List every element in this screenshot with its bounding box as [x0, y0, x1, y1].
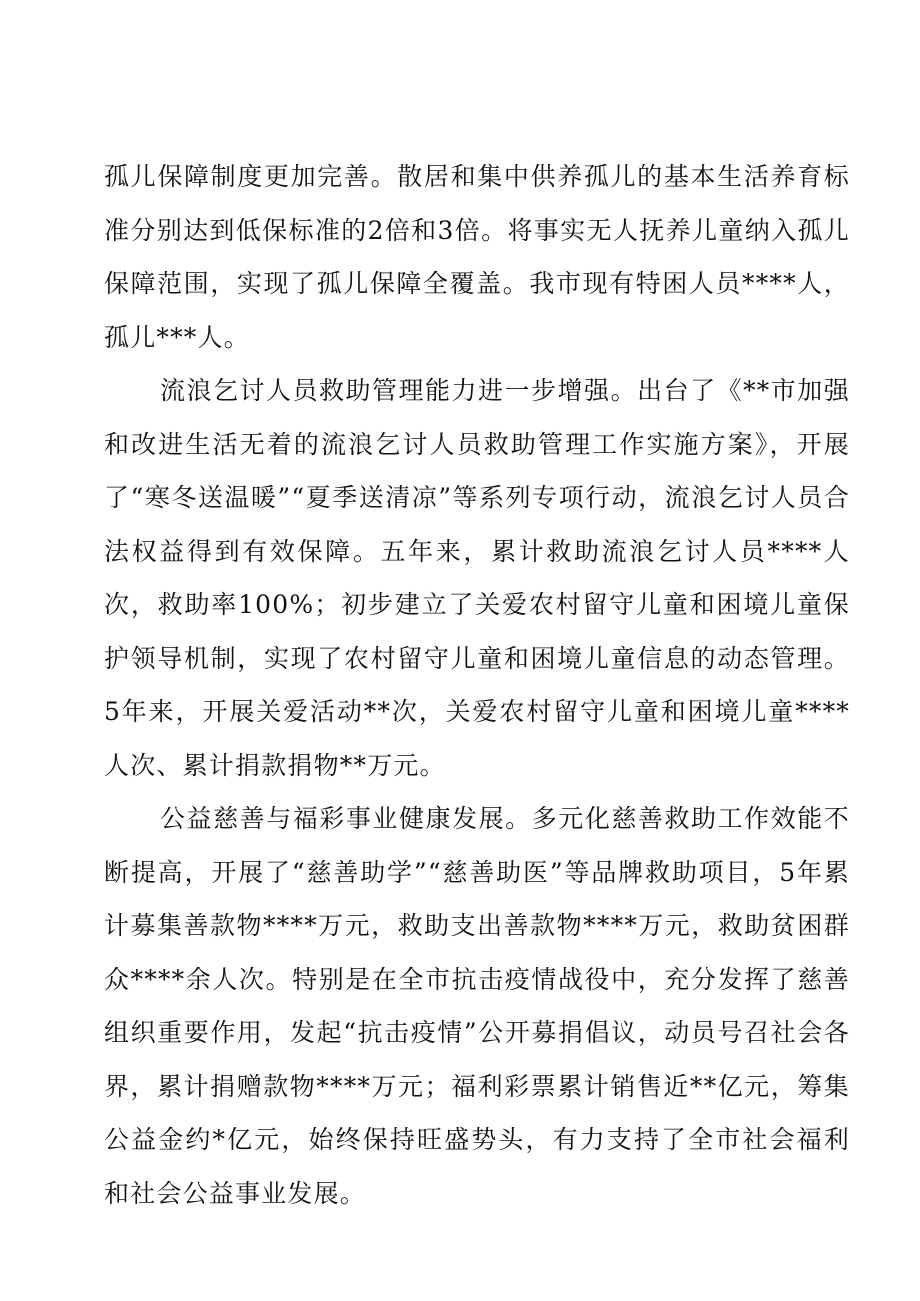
paragraph-vagrant-assistance: 流浪乞讨人员救助管理能力进一步增强。出台了《**市加强和改进生活无着的流浪乞讨人员救助管理工作实施方案》，开展了“寒冬送温暖”“夏季送清凉”等系列专项行动，流浪乞讨人员合法权益得到有效保障。五年来，累计救助流浪乞讨人员****人次，救助率100%；初步建立了关爱农村留守儿童和困境儿童保护领导机制，实现了农村留守儿童和困境儿童信息的动态管理。5年来，开展关爱活动**次，关爱农村留守儿童和困境儿童****人次、累计捐款捐物**万元。	[104, 376, 850, 780]
document-body	[104, 150, 850, 1220]
paragraph-orphan-protection: 孤儿保障制度更加完善。散居和集中供养孤儿的基本生活养育标准分别达到低保标准的2倍和3倍。将事实无人抚养儿童纳入孤儿保障范围，实现了孤儿保障全覆盖。我市现有特困人员****人，孤儿***人。	[104, 162, 850, 352]
paragraph-charity-lottery: 公益慈善与福彩事业健康发展。多元化慈善救助工作效能不断提高，开展了“慈善助学”“慈善助医”等品牌救助项目，5年累计募集善款物****万元，救助支出善款物****万元，救助贫困群众****余人次。特别是在全市抗击疫情战役中，充分发挥了慈善组织重要作用，发起“抗击疫情”公开募捐倡议，动员号召社会各界，累计捐赠款物****万元；福利彩票累计销售近**亿元，筹集公益金约*亿元，始终保持旺盛势头，有力支持了全市社会福利和社会公益事业发展。	[104, 804, 850, 1208]
